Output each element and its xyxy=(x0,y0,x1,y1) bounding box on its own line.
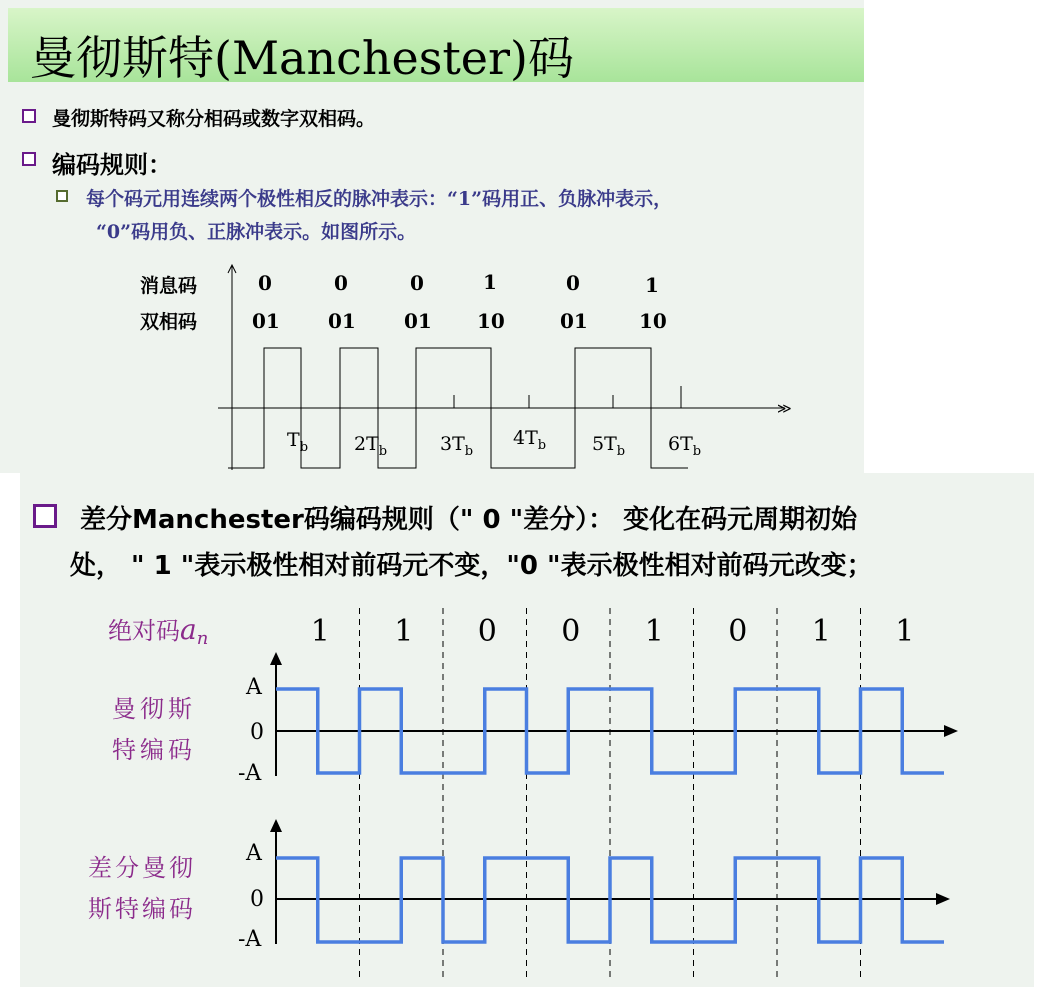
sub-bullet-text-line2: “0”码用负、正脉冲表示。如图所示。 xyxy=(96,221,417,243)
biphase-code: 01 xyxy=(404,309,432,333)
y-axis-arrow-2 xyxy=(270,819,282,832)
level-low-label-1: -A xyxy=(238,761,262,786)
time-label: $5T_b$ xyxy=(592,433,626,459)
bullet-text-rules: 编码规则： xyxy=(52,151,172,179)
message-bit: 0 xyxy=(410,271,424,295)
message-bit: 0 xyxy=(566,271,580,295)
diff-manchester-label-line1: 差分曼彻 xyxy=(88,854,196,882)
sub-bullet-text-line1: 每个码元用连续两个极性相反的脉冲表示：“1”码用正、负脉冲表示， xyxy=(86,188,673,210)
message-code-label: 消息码 xyxy=(140,275,198,297)
absolute-bit: 0 xyxy=(477,614,497,649)
level-high-label-1: A xyxy=(246,675,262,700)
manchester-label-line2: 特编码 xyxy=(112,736,196,764)
time-label: $4T_b$ xyxy=(513,427,547,453)
message-bit: 0 xyxy=(258,271,272,295)
x-axis-arrow-1 xyxy=(944,725,958,737)
time-label: $2T_b$ xyxy=(354,433,388,459)
bullet-text-alias: 曼彻斯特码又称分相码或数字双相码。 xyxy=(52,108,376,130)
biphase-code: 01 xyxy=(560,309,588,333)
absolute-bit: 1 xyxy=(644,614,664,649)
message-bit: 1 xyxy=(483,270,497,294)
manchester-label-line1: 曼彻斯 xyxy=(112,695,196,723)
message-bit: 1 xyxy=(645,273,659,297)
time-label: $T_b$ xyxy=(287,429,309,455)
page-title: 曼彻斯特(Manchester)码 xyxy=(30,31,574,85)
level-zero-label-2: 0 xyxy=(250,887,264,912)
biphase-code-label: 双相码 xyxy=(140,311,198,333)
level-high-label-2: A xyxy=(246,841,262,866)
x-axis-arrow-2 xyxy=(936,893,950,905)
diff-rule-text-line1: 差分Manchester码编码规则（" 0 "差分）： 变化在码元周期初始 xyxy=(80,505,858,535)
biphase-code: 10 xyxy=(639,309,667,333)
level-zero-label-1: 0 xyxy=(250,720,264,745)
diff-manchester-label-line2: 斯特编码 xyxy=(88,895,196,923)
absolute-bit: 1 xyxy=(895,614,915,649)
x-axis-arrow: ≫ xyxy=(777,401,792,417)
biphase-code: 01 xyxy=(328,309,356,333)
time-label: $6T_b$ xyxy=(668,433,702,459)
absolute-code-label: 绝对码$a_n$ xyxy=(108,613,209,649)
diff-rule-text-line2: 处， " 1 "表示极性相对前码元不变，"0 "表示极性相对前码元改变； xyxy=(70,551,873,581)
message-bit: 0 xyxy=(334,271,348,295)
biphase-code: 01 xyxy=(252,309,280,333)
absolute-bit: 1 xyxy=(310,614,330,649)
absolute-bit: 1 xyxy=(811,614,831,649)
level-low-label-2: -A xyxy=(238,927,262,952)
time-label: $3T_b$ xyxy=(440,433,474,459)
absolute-bit: 1 xyxy=(394,614,414,649)
biphase-code: 10 xyxy=(477,309,505,333)
absolute-bit: 0 xyxy=(728,614,748,649)
absolute-bit: 0 xyxy=(561,614,581,649)
y-axis-arrow-1 xyxy=(270,652,282,665)
